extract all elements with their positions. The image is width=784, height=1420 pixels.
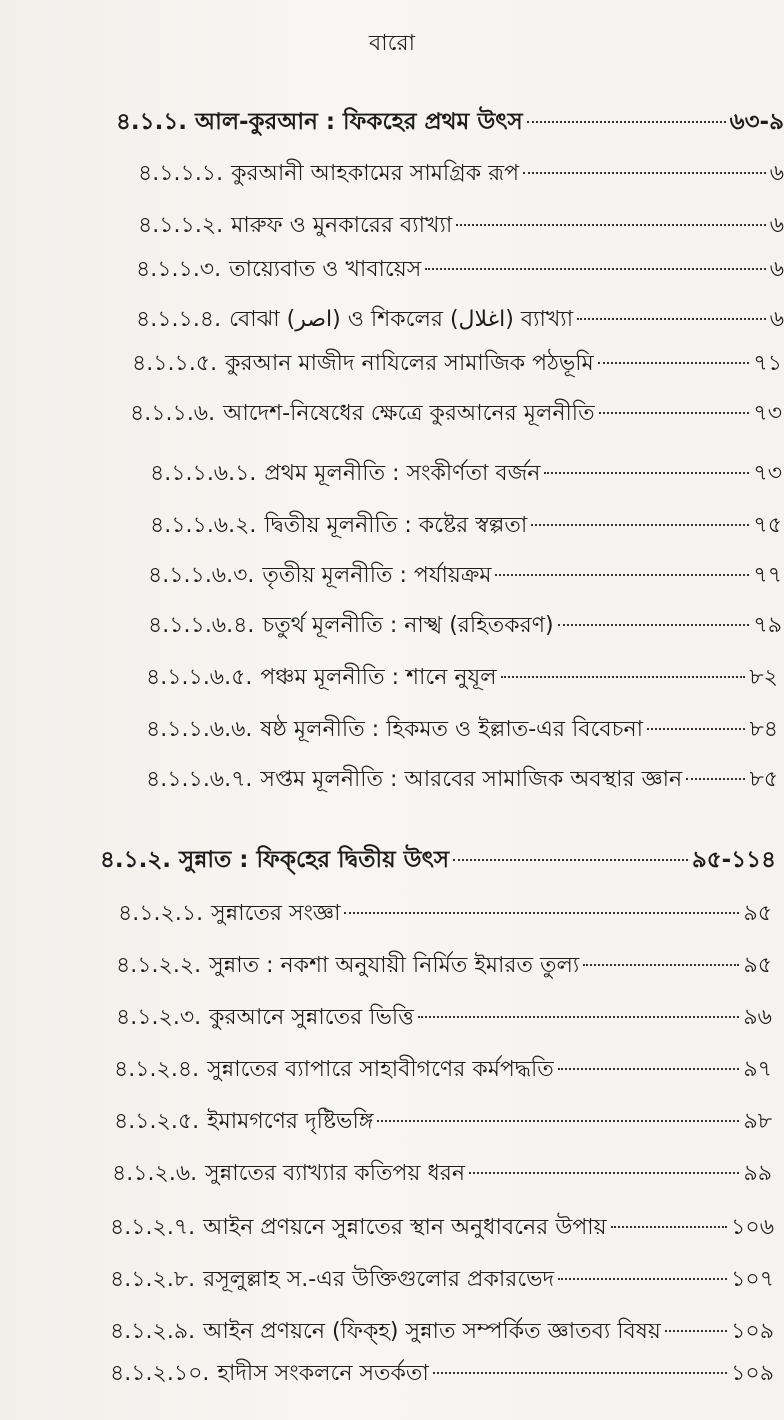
entry-page: ১০৭: [731, 1267, 774, 1292]
entry-page: ৯৭: [743, 1057, 772, 1082]
toc-entry: [114, 1108, 772, 1136]
entry-number: ৪.১.১.৬.৩.: [148, 563, 255, 588]
entry-number: ৪.১.২.৮.: [110, 1267, 196, 1292]
toc-entry: [146, 716, 778, 744]
entry-title: সুন্নাত : নকশা অনুযায়ী নির্মিত ইমারত তুল্য: [209, 953, 580, 978]
entry-number: ৪.১.১.৫.: [132, 351, 218, 376]
toc-entry: [110, 1266, 774, 1294]
toc-entry: [112, 1160, 772, 1188]
dot-leader: [583, 964, 739, 966]
entry-number: ৪.১.২.৬.: [112, 1161, 198, 1186]
toc-entry: [146, 664, 778, 692]
entry-page: ৬: [769, 257, 784, 282]
toc-entry: [116, 1004, 772, 1032]
entry-page: ৯৫-১১৪: [691, 847, 776, 873]
entry-page: ৬: [769, 213, 784, 238]
entry-title: ইমামগণের দৃষ্টিভঙ্গি: [207, 1109, 374, 1134]
dot-leader: [418, 1016, 740, 1018]
entry-title: কুরআনী আহকামের সামগ্রিক রূপ: [231, 161, 520, 186]
entry-page: ৬: [769, 161, 784, 186]
entry-number: ৪.১.১.৬.৪.: [148, 613, 255, 638]
entry-page: ৯৮: [743, 1109, 772, 1134]
dot-leader: [558, 1068, 740, 1070]
entry-title: প্রথম মূলনীতি : সংকীর্ণতা বর্জন: [264, 461, 541, 486]
entry-number: ৪.১.২.২.: [116, 953, 202, 978]
entry-title: সুন্নাতের ব্যাখ্যার কতিপয় ধরন: [205, 1161, 466, 1186]
dot-leader: [433, 1372, 727, 1374]
toc-entry: [110, 1214, 774, 1242]
entry-title: সুন্নাতের ব্যাপারে সাহাবীগণের কর্মপদ্ধতি: [207, 1057, 554, 1082]
entry-number: ৪.১.১.৪.: [136, 307, 222, 332]
toc-entry: [130, 400, 782, 428]
entry-number: ৪.১.২.৭.: [110, 1215, 196, 1240]
entry-page: ৯৫: [743, 901, 772, 926]
entry-number: ৪.১.২.৩.: [116, 1005, 202, 1030]
entry-number: ৪.১.২.৫.: [114, 1109, 200, 1134]
entry-title: সুন্নাতের সংজ্ঞা: [211, 901, 341, 926]
toc-entry: [114, 1056, 772, 1084]
dot-leader: [611, 1226, 727, 1228]
entry-page: ৬: [769, 307, 784, 332]
dot-leader: [527, 121, 726, 123]
entry-number: ৪.১.২.১০.: [110, 1361, 210, 1386]
entry-number: ৪.১.১.৩.: [136, 257, 222, 282]
dot-leader: [647, 728, 745, 730]
toc-entry: [110, 1318, 774, 1346]
entry-title: ষষ্ঠ মূলনীতি : হিকমত ও ইল্লাত-এর বিবেচনা: [260, 717, 643, 742]
entry-page: ৭৩: [753, 401, 782, 426]
entry-page: ১০৬: [731, 1215, 774, 1240]
entry-page: ৬৩-৯: [729, 109, 784, 135]
toc-entry: [138, 212, 784, 240]
dot-leader: [531, 524, 749, 526]
page-header: বারো: [369, 31, 415, 56]
entry-number: ৪.১.১.১.: [138, 161, 224, 186]
entry-number: ৪.১.২.৪.: [114, 1057, 200, 1082]
entry-page: ৮৪: [749, 717, 778, 742]
entry-page: ৭৭: [753, 563, 782, 588]
entry-number: ৪.১.২.১.: [118, 901, 204, 926]
entry-page: ৭১: [753, 351, 782, 376]
entry-page: ১০৯: [731, 1319, 774, 1344]
dot-leader: [495, 574, 749, 576]
entry-title: হাদীস সংকলনে সতর্কতা: [217, 1361, 429, 1386]
entry-page: ৭৯: [753, 613, 782, 638]
entry-number: ৪.১.১.৬.৬.: [146, 717, 253, 742]
entry-number: ৪.১.১.৬.: [130, 401, 216, 426]
entry-title: সপ্তম মূলনীতি : আরবের সামাজিক অবস্থার জ্ঞান: [260, 767, 683, 792]
entry-number: ৪.১.১.৬.২.: [150, 513, 257, 538]
entry-page: ১০৯: [731, 1361, 774, 1386]
toc-entry-main: [116, 108, 784, 136]
entry-title: মারুফ ও মুনকারের ব্যাখ্যা: [231, 213, 453, 238]
dot-leader: [558, 1278, 727, 1280]
entry-page: ৮৫: [749, 767, 778, 792]
entry-page: ৯৬: [743, 1005, 772, 1030]
dot-leader: [377, 1120, 739, 1122]
dot-leader: [686, 778, 745, 780]
entry-number: ৪.১.২.: [100, 847, 172, 873]
toc-entry: [136, 256, 784, 284]
toc-entry: [136, 306, 784, 334]
dot-leader: [456, 224, 765, 226]
dot-leader: [558, 624, 750, 626]
toc-entry: [150, 512, 782, 540]
entry-title: তৃতীয় মূলনীতি : পর্যায়ক্রম: [262, 563, 492, 588]
entry-number: ৪.১.১.৬.৫.: [146, 665, 253, 690]
entry-number: ৪.১.১.২.: [138, 213, 224, 238]
dot-leader: [501, 676, 746, 678]
entry-page: ৭৫: [753, 513, 782, 538]
toc-entry: [116, 952, 772, 980]
dot-leader: [425, 268, 765, 270]
toc-entry: [118, 900, 772, 928]
toc-entry: [150, 460, 782, 488]
toc-entry: [148, 612, 782, 640]
entry-title: বোঝা (اصر) ও শিকলের (اغلال) ব্যাখ্যা: [229, 307, 574, 332]
entry-title: চতুর্থ মূলনীতি : নাস্খ (রহিতকরণ): [262, 613, 554, 638]
entry-page: ৯৫: [743, 953, 772, 978]
dot-leader: [523, 172, 766, 174]
entry-title: দ্বিতীয় মূলনীতি : কষ্টের স্বল্পতা: [264, 513, 528, 538]
entry-title: আদেশ-নিষেধের ক্ষেত্রে কুরআনের মূলনীতি: [223, 401, 595, 426]
entry-title: আল-কুরআন : ফিকহের প্রথম উৎস: [195, 109, 523, 135]
entry-title: তায়্যেবাত ও খাবায়েস: [229, 257, 422, 282]
entry-title: সুন্নাত : ফিক্‌হের দ্বিতীয় উৎস: [179, 847, 450, 873]
toc-entry-main: [100, 846, 776, 874]
dot-leader: [598, 362, 750, 364]
toc-entry: [110, 1360, 774, 1388]
entry-number: ৪.১.১.৬.১.: [150, 461, 257, 486]
toc-entry: [148, 562, 782, 590]
entry-number: ৪.১.১.৬.৭.: [146, 767, 253, 792]
entry-page: ৭৩: [753, 461, 782, 486]
entry-title: আইন প্রণয়নে (ফিক্‌হ) সুন্নাত সম্পর্কিত জ্ঞাতব্য বিষয়: [203, 1319, 661, 1344]
entry-number: ৪.১.২.৯.: [110, 1319, 196, 1344]
entry-page: ৯৯: [743, 1161, 772, 1186]
dot-leader: [599, 412, 750, 414]
entry-title: পঞ্চম মূলনীতি : শানে নুযূল: [260, 665, 497, 690]
dot-leader: [665, 1330, 727, 1332]
entry-page: ৮২: [749, 665, 778, 690]
entry-number: ৪.১.১.: [116, 109, 187, 135]
entry-title: কুরআনে সুন্নাতের ভিত্তি: [209, 1005, 414, 1030]
dot-leader: [344, 912, 739, 914]
dot-leader: [577, 318, 766, 320]
dot-leader: [544, 472, 749, 474]
dot-leader: [453, 859, 688, 861]
dot-leader: [469, 1172, 739, 1174]
toc-entry: [146, 766, 778, 794]
entry-title: আইন প্রণয়নে সুন্নাতের স্থান অনুধাবনের উপায়: [203, 1215, 607, 1240]
entry-title: কুরআন মাজীদ নাযিলের সামাজিক পঠভূমি: [225, 351, 594, 376]
toc-entry: [138, 160, 784, 188]
entry-title: রসূলুল্লাহ স.-এর উক্তিগুলোর প্রকারভেদ: [203, 1267, 555, 1292]
toc-entry: [132, 350, 782, 378]
